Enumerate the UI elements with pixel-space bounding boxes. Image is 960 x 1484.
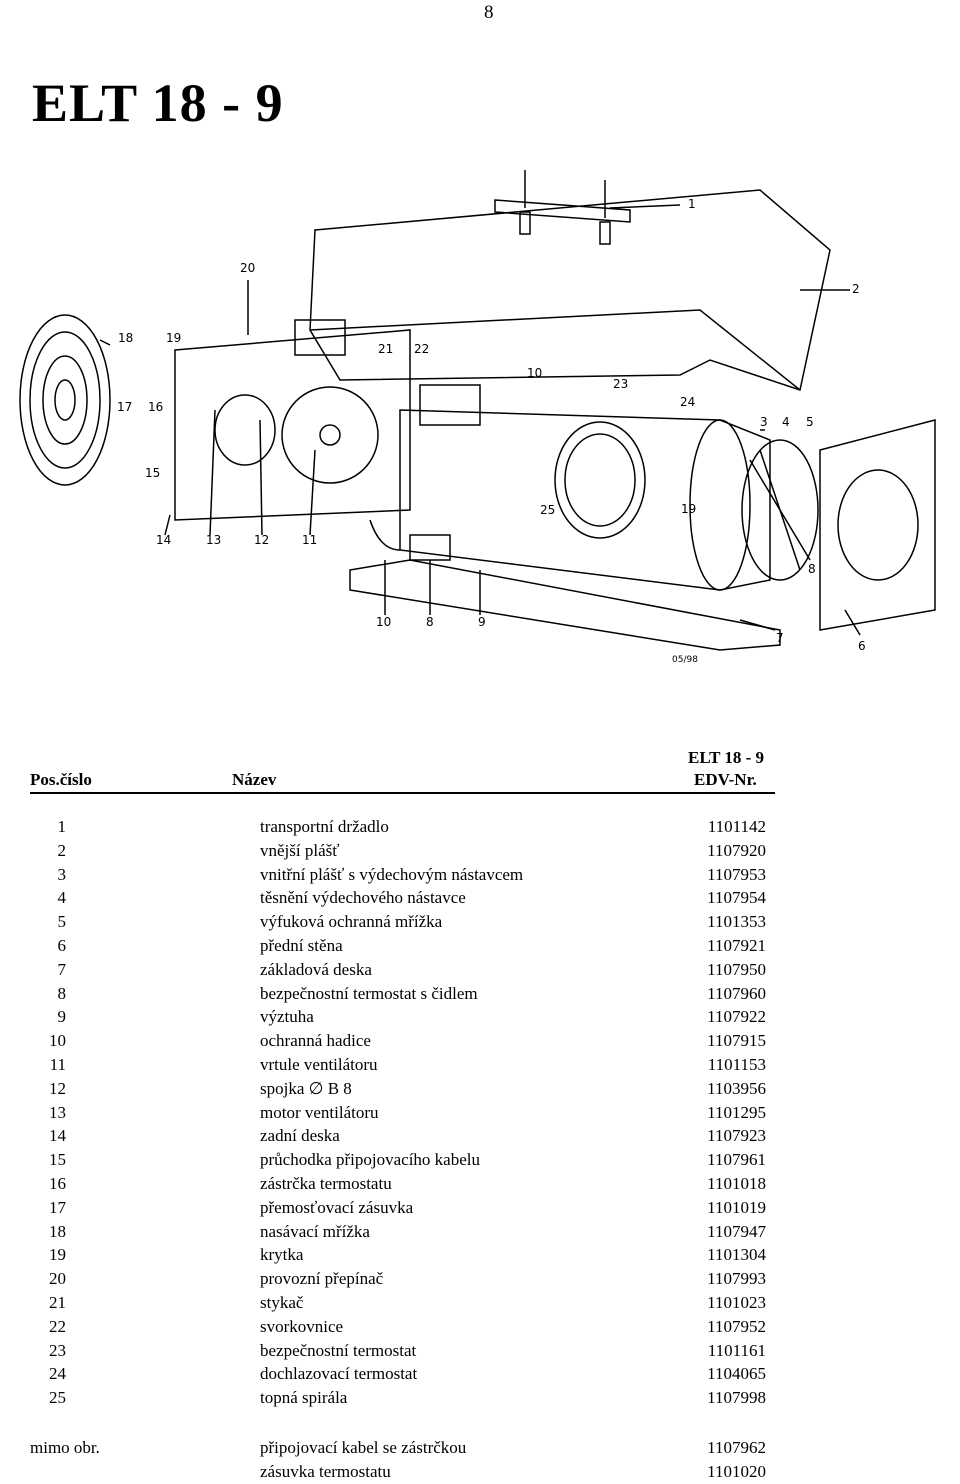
svg-text:24: 24 [680,395,696,409]
part-code: 1107993 [707,1269,766,1289]
svg-text:21: 21 [378,342,394,356]
svg-text:22: 22 [414,342,430,356]
part-code: 1107950 [707,959,766,979]
part-code: 1101153 [707,1054,766,1074]
part-code: 1107960 [707,983,766,1003]
column-header-position: Pos.číslo [30,770,92,789]
part-name: dochlazovací termostat [260,1364,418,1384]
svg-text:10: 10 [527,366,543,380]
part-position: 1 [57,817,66,836]
extra-item-name: připojovací kabel se zástrčkou [260,1438,467,1457]
table-row [0,1077,960,1101]
part-name: topná spirála [260,1388,348,1408]
svg-text:9: 9 [478,615,486,629]
table-row [0,886,960,910]
part-name: nasávací mřížka [260,1221,370,1241]
part-position: 16 [49,1173,66,1193]
table-row [0,1196,960,1220]
svg-text:8: 8 [426,615,434,629]
table-row [0,815,960,839]
part-code: 1107952 [707,1316,766,1336]
column-header-code: EDV-Nr. [694,770,757,789]
part-position: 20 [49,1269,66,1289]
svg-text:12: 12 [254,533,270,547]
part-position: 5 [57,912,66,932]
page-number: 8 [484,2,494,23]
header-underline [30,792,775,794]
svg-text:3: 3 [760,415,768,429]
part-name: vrtule ventilátoru [260,1054,378,1074]
part-name: ochranná hadice [260,1031,371,1051]
part-name: průchodka připojovacího kabelu [260,1150,480,1170]
part-code: 1107998 [707,1388,766,1408]
part-position: 25 [49,1388,66,1408]
part-code: 1101142 [707,817,766,836]
part-position: 22 [49,1316,66,1336]
part-name: vnitřní plášť s výdechovým nástavcem [260,864,524,884]
part-code: 1101019 [707,1197,766,1217]
part-name: výztuha [260,1007,314,1027]
part-name: spojka ∅ B 8 [260,1078,352,1098]
part-code: 1101295 [707,1102,766,1122]
part-name: svorkovnice [260,1316,344,1336]
extra-item-name: zásuvka termostatu [260,1462,391,1481]
svg-text:2: 2 [852,282,860,296]
part-code: 1101023 [707,1292,766,1312]
part-code: 1107921 [707,935,766,955]
part-position: 15 [49,1150,66,1170]
table-row [0,1386,960,1410]
svg-text:16: 16 [148,400,164,414]
part-name: krytka [260,1245,304,1265]
part-code: 1107954 [707,888,766,908]
part-position: 6 [57,935,66,955]
part-code: 1107961 [707,1150,766,1170]
table-row [0,1315,960,1339]
part-position: 13 [49,1102,66,1122]
table-row [0,958,960,982]
part-position: 10 [49,1031,66,1051]
part-code: 1101353 [707,912,766,932]
part-name: bezpečnostní termostat [260,1340,417,1360]
part-code: 1107953 [707,864,766,884]
parts-list [0,815,960,1410]
svg-text:17: 17 [117,400,133,414]
table-row [0,1339,960,1363]
part-code: 1103956 [707,1078,766,1098]
svg-text:19: 19 [166,331,182,345]
table-row [0,1148,960,1172]
part-name: transportní držadlo [260,817,389,836]
part-position: 18 [49,1221,66,1241]
part-name: motor ventilátoru [260,1102,379,1122]
document-title: ELT 18 - 9 [32,73,284,133]
table-row [0,910,960,934]
table-row [0,1220,960,1244]
svg-text:05/98: 05/98 [672,655,698,665]
table-row [0,1101,960,1125]
part-position: 2 [57,840,66,860]
part-position: 4 [57,888,66,908]
extra-item-code: 1101020 [707,1462,766,1481]
part-position: 14 [49,1126,66,1146]
part-code: 1107923 [707,1126,766,1146]
table-model-header: ELT 18 - 9 [688,748,765,767]
svg-text:15: 15 [145,466,161,480]
table-row [0,1053,960,1077]
table-row [0,1362,960,1386]
part-name: provozní přepínač [260,1269,384,1289]
svg-text:20: 20 [240,261,256,275]
svg-text:10: 10 [376,615,392,629]
table-row [0,1005,960,1029]
part-name: těsnění výdechového nástavce [260,888,466,908]
svg-text:4: 4 [782,415,790,429]
svg-text:11: 11 [302,533,318,547]
table-row [0,863,960,887]
svg-text:7: 7 [776,631,784,645]
svg-text:18: 18 [118,331,134,345]
table-row [0,1029,960,1053]
table-row [0,934,960,958]
part-position: 7 [57,959,66,979]
part-code: 1104065 [707,1364,766,1384]
svg-text:23: 23 [613,377,629,391]
table-row [0,839,960,863]
part-name: základová deska [260,959,372,979]
part-position: 23 [49,1340,66,1360]
extra-item-code: 1107962 [707,1438,766,1457]
part-position: 24 [49,1364,66,1384]
part-code: 1107915 [707,1031,766,1051]
table-row [0,1267,960,1291]
part-position: 8 [57,983,66,1003]
part-position: 3 [57,864,66,884]
part-code: 1107920 [707,840,766,860]
svg-text:8: 8 [808,562,816,576]
part-position: 17 [49,1197,66,1217]
part-name: zástrčka termostatu [260,1173,392,1193]
part-name: stykač [260,1292,304,1312]
part-name: bezpečnostní termostat s čidlem [260,983,478,1003]
svg-text:25: 25 [540,503,556,517]
part-code: 1107922 [707,1007,766,1027]
svg-text:14: 14 [156,533,172,547]
part-name: výfuková ochranná mřížka [260,912,443,932]
part-code: 1101304 [707,1245,766,1265]
part-name: přední stěna [260,935,343,955]
svg-text:5: 5 [806,415,814,429]
column-header-name: Název [232,770,277,789]
part-position: 19 [49,1245,66,1265]
part-position: 12 [49,1078,66,1098]
exploded-view-drawing [0,150,960,690]
part-name: vnější plášť [260,840,340,860]
part-position: 9 [57,1007,66,1027]
part-code: 1107947 [707,1221,766,1241]
svg-text:13: 13 [206,533,222,547]
part-name: přemosťovací zásuvka [260,1197,414,1217]
extra-label: mimo obr. [30,1438,100,1457]
part-code: 1101161 [707,1340,766,1360]
table-row [0,1124,960,1148]
part-code: 1101018 [707,1173,766,1193]
table-row [0,982,960,1006]
svg-text:6: 6 [858,639,866,653]
part-position: 21 [49,1292,66,1312]
table-row [0,1291,960,1315]
part-name: zadní deska [260,1126,340,1146]
svg-text:1: 1 [688,197,696,211]
table-row [0,1172,960,1196]
part-position: 11 [49,1054,66,1074]
table-row [0,1243,960,1267]
svg-text:19: 19 [681,502,697,516]
